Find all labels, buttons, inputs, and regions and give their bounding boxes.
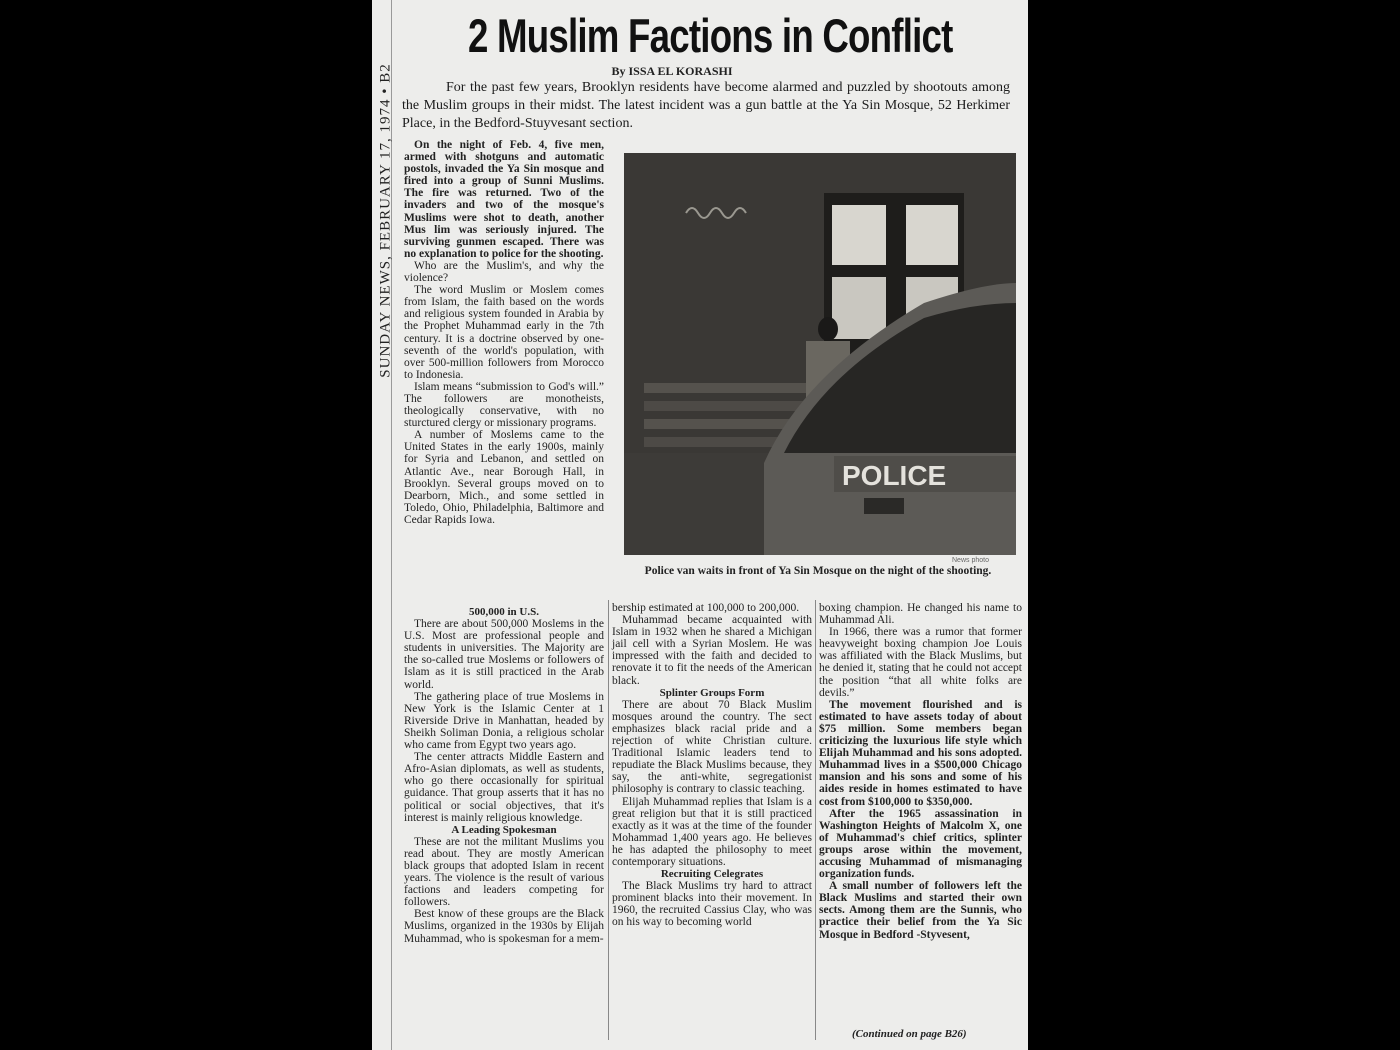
intro-paragraph: For the past few years, Brooklyn residents have become alarmed and puzzled by shootouts among the Muslim groups in their midst. The latest incident was a gun battle at the Ya Sin Mosque, 52 Herkimer Place, in the Bedford-Stuyvesant section. xyxy=(402,80,1010,131)
continued-note: (Continued on page B26) xyxy=(852,1028,967,1040)
column-1-lower xyxy=(404,606,604,945)
paragraph: A small number of followers left the Black Muslims and started their own sects. Among them are the Sunnis, who practice their belief from the Ya Sic Mosque in Bedford -Styvesent, xyxy=(819,880,1022,941)
photo-credit: News photo xyxy=(952,557,989,564)
paragraph: The Black Muslims try hard to attract prominent blacks into their movement. In 1960, the recruited Cassius Clay, who was on his way to becoming world xyxy=(612,880,812,929)
headline: 2 Muslim Factions in Conflict xyxy=(468,9,953,62)
byline: By ISSA EL KORASHI xyxy=(611,64,733,78)
column-3 xyxy=(819,602,1022,941)
subheading: Splinter Groups Form xyxy=(659,686,765,699)
paragraph: boxing champion. He changed his name to Muhammad Ali. xyxy=(819,602,1022,627)
paragraph: After the 1965 assassination in Washington Heights of Malcolm X, one of Muhammad's chief critics, splinter groups arose within the movement, accusing Muhammad of mismanaging organization funds. xyxy=(819,807,1022,881)
newspaper-clipping xyxy=(372,0,1028,1050)
paragraph: There are about 70 Black Muslim mosques around the country. The sect emphasizes black racial pride and a rejection of white Christian culture. Traditional Islamic leaders tend to repudiate the Black Muslims because, they say, the anti-white, segregationist philosophy is contrary to classic teaching. xyxy=(612,698,812,796)
paragraph: Elijah Muhammad replies that Islam is a great religion but that it is still practiced exactly as it was at the time of the founder Mohammad 1,400 years ago. He believes he has adapted the philosophy to meet contemporary situations. xyxy=(612,795,812,868)
column-rule xyxy=(815,600,816,1040)
subheading: 500,000 in U.S. xyxy=(469,606,539,618)
mosque-photo xyxy=(624,153,1016,555)
paragraph: Muhammad became acquainted with Islam in 1932 when he shared a Michigan jail cell with a Syrian Moslem. He was impressed with the faith and decided to renovate it to fit the needs of the American black. xyxy=(612,614,812,687)
police-text: POLICE xyxy=(842,460,947,491)
subheading: A Leading Spokesman xyxy=(451,823,557,836)
paragraph: Islam means “submission to God's will.” The followers are monotheists, theologically conservative, with no sturctured clergy or missionary programs. xyxy=(404,380,604,430)
paragraph: Who are the Muslim's, and why the violence? xyxy=(404,259,604,285)
paragraph: These are not the militant Muslims you read about. They are mostly American black groups that adopted Islam in recent years. The violence is the result of various factions and leaders competing for followers. xyxy=(404,835,604,909)
paragraph: Best know of these groups are the Black Muslims, organized in the 1930s by Elijah Muhammad, who is spokesman for a mem- xyxy=(404,908,604,945)
paragraph: The gathering place of true Moslems in New York is the Islamic Center at 1 Riverside Drive in Manhattan, headed by Sheikh Soliman Donia, a religious scholar who came from Egypt two years ago. xyxy=(404,690,604,752)
column-1 xyxy=(404,139,604,526)
paragraph: bership estimated at 100,000 to 200,000. xyxy=(612,602,800,614)
lead-paragraph: On the night of Feb. 4, five men, armed with shotguns and automatic postols, invaded the Ya Sin mosque and fired into a group of Sunni Muslims. The fire was returned. Two of the invaders and two of the mosque's Muslims were shot to death, another Mus lim was seriously injured. The surviving gunmen escaped. There was no explanation to police for the shooting. xyxy=(404,139,604,260)
paragraph: The center attracts Middle Eastern and Afro-Asian diplomats, as well as students, who go there occasionally for spiritual guidance. That group asserts that it has no political or social objectives, that it's interest is mainly religious knowledge. xyxy=(404,751,604,824)
column-2 xyxy=(612,602,812,929)
paragraph: There are about 500,000 Moslems in the U.S. Most are professional people and students in universities. The Majority are the so-called true Moslems or followers of Islam as it is still practiced in the Arab world. xyxy=(404,618,604,691)
paragraph: In 1966, there was a rumor that former heavyweight boxing champion Joe Louis was affiliated with the Black Muslims, but he denied it, stating that he could not accept the position “that all white folks are devils.” xyxy=(819,626,1022,699)
paragraph: The movement flourished and is estimated to have assets today of about $75 million. Some members began criticizing the luxurious life style which Elijah Muhammad and his sons adopted. Muhammad lives in a $500,000 Chicago mansion and his sons and some of his aides reside in homes estimated to have cost from $100,000 to $350,000. xyxy=(819,698,1022,808)
photo-caption: Police van waits in front of Ya Sin Mosque on the night of the shooting. xyxy=(644,565,992,577)
paragraph: The word Muslim or Moslem comes from Islam, the faith based on the words and religious system founded in Arabia by the Prophet Muhammad early in the 7th century. It is a doctrine observed by one-seventh of the world's population, with over 500-million followers from Morocco to Indonesia. xyxy=(404,284,604,381)
paragraph: A number of Moslems came to the United States in the early 1900s, mainly for Syria and Lebanon, and settled on Atlantic Ave., near Borough Hall, in Brooklyn. Several groups moved on to Dearborn, Mich., and some settled in Toledo, Ohio, Philadelphia, Baltimore and Cedar Rapids Iowa. xyxy=(404,429,604,526)
dateline-side-label: SUNDAY NEWS, FEBRUARY 17, 1974 • B2 xyxy=(377,63,394,378)
column-rule xyxy=(608,600,609,1040)
subheading: Recruiting Celegrates xyxy=(660,868,764,881)
